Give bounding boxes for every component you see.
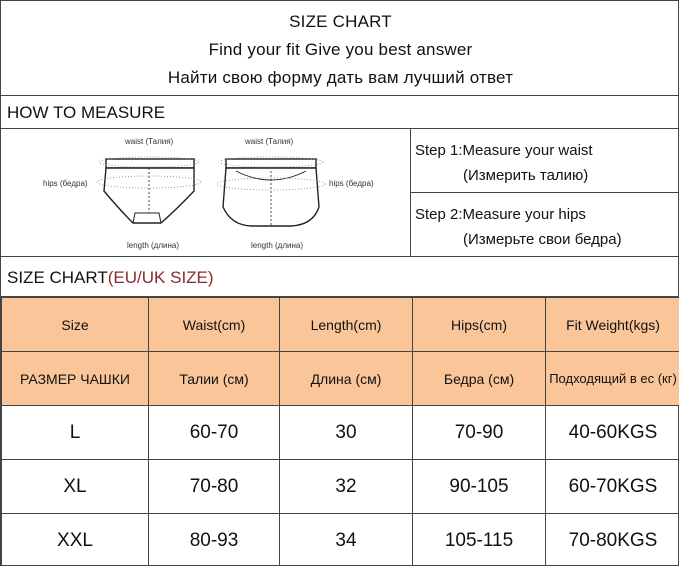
- cell-hips: 90-105: [413, 460, 546, 514]
- col-header-hips: Hips(cm): [413, 298, 546, 352]
- cell-weight: 60-70KGS: [546, 460, 679, 514]
- table-row: [2, 460, 679, 514]
- measure-illustration: [1, 129, 411, 257]
- col-header-waist-ru: Талии (см): [149, 352, 280, 406]
- waist-label-right: waist (Талия): [245, 137, 294, 146]
- size-chart-heading-tag: (EU/UK SIZE): [107, 268, 214, 287]
- cell-weight: 40-60KGS: [546, 406, 679, 460]
- table-header-ru: [2, 352, 679, 406]
- col-header-length-ru: Длина (см): [280, 352, 413, 406]
- how-to-measure-bar: [1, 96, 679, 129]
- length-label-left: length (длина): [127, 241, 180, 250]
- cell-length: 30: [280, 406, 413, 460]
- subtitle-en: Find your fit Give you best answer: [208, 40, 473, 59]
- cell-size: XXL: [2, 514, 149, 566]
- table-header-en: [2, 298, 679, 352]
- cell-length: 34: [280, 514, 413, 566]
- step-1: [411, 129, 679, 193]
- size-chart-heading-main: SIZE CHART: [7, 268, 108, 287]
- cell-size: XL: [2, 460, 149, 514]
- cell-hips: 70-90: [413, 406, 546, 460]
- step-2: [411, 193, 679, 257]
- header: [1, 1, 679, 96]
- step-2-text-ru: (Измерьте свои бедра): [463, 231, 622, 248]
- size-chart-heading: [7, 268, 214, 288]
- col-header-waist: Waist(cm): [149, 298, 280, 352]
- cell-hips: 105-115: [413, 514, 546, 566]
- cell-waist: 80-93: [149, 514, 280, 566]
- table-row: [2, 406, 679, 460]
- subtitle-ru: Найти свою форму дать вам лучший ответ: [167, 68, 514, 87]
- waist-label-left: waist (Талия): [125, 137, 174, 146]
- col-header-weight-ru: Подходящий в ес (кг): [546, 352, 679, 406]
- hips-label-right: hips (бедра): [329, 179, 374, 188]
- col-header-weight: Fit Weight(kgs): [546, 298, 679, 352]
- step-1-text-ru: (Измерить талию): [463, 167, 589, 184]
- length-label-right: length (длина): [251, 241, 304, 250]
- cell-weight: 70-80KGS: [546, 514, 679, 566]
- brief-front-drawing: [97, 157, 201, 223]
- col-header-size: Size: [2, 298, 149, 352]
- table-row: [2, 514, 679, 566]
- cell-size: L: [2, 406, 149, 460]
- cell-waist: 70-80: [149, 460, 280, 514]
- brief-back-drawing: [217, 157, 325, 227]
- measure-section: [1, 129, 679, 257]
- page-title: SIZE CHART: [289, 12, 392, 31]
- how-to-measure-heading: HOW TO MEASURE: [7, 103, 166, 122]
- step-2-text-en: Step 2:Measure your hips: [415, 206, 586, 223]
- step-1-text-en: Step 1:Measure your waist: [415, 142, 593, 159]
- briefs-diagram: [1, 129, 411, 257]
- cell-waist: 60-70: [149, 406, 280, 460]
- size-chart-bar: [1, 257, 679, 297]
- size-table: [1, 297, 679, 566]
- col-header-length: Length(cm): [280, 298, 413, 352]
- hips-label-left: hips (бедра): [43, 179, 88, 188]
- cell-length: 32: [280, 460, 413, 514]
- col-header-hips-ru: Бедра (см): [413, 352, 546, 406]
- col-header-size-ru: РАЗМЕР ЧАШКИ: [2, 352, 149, 406]
